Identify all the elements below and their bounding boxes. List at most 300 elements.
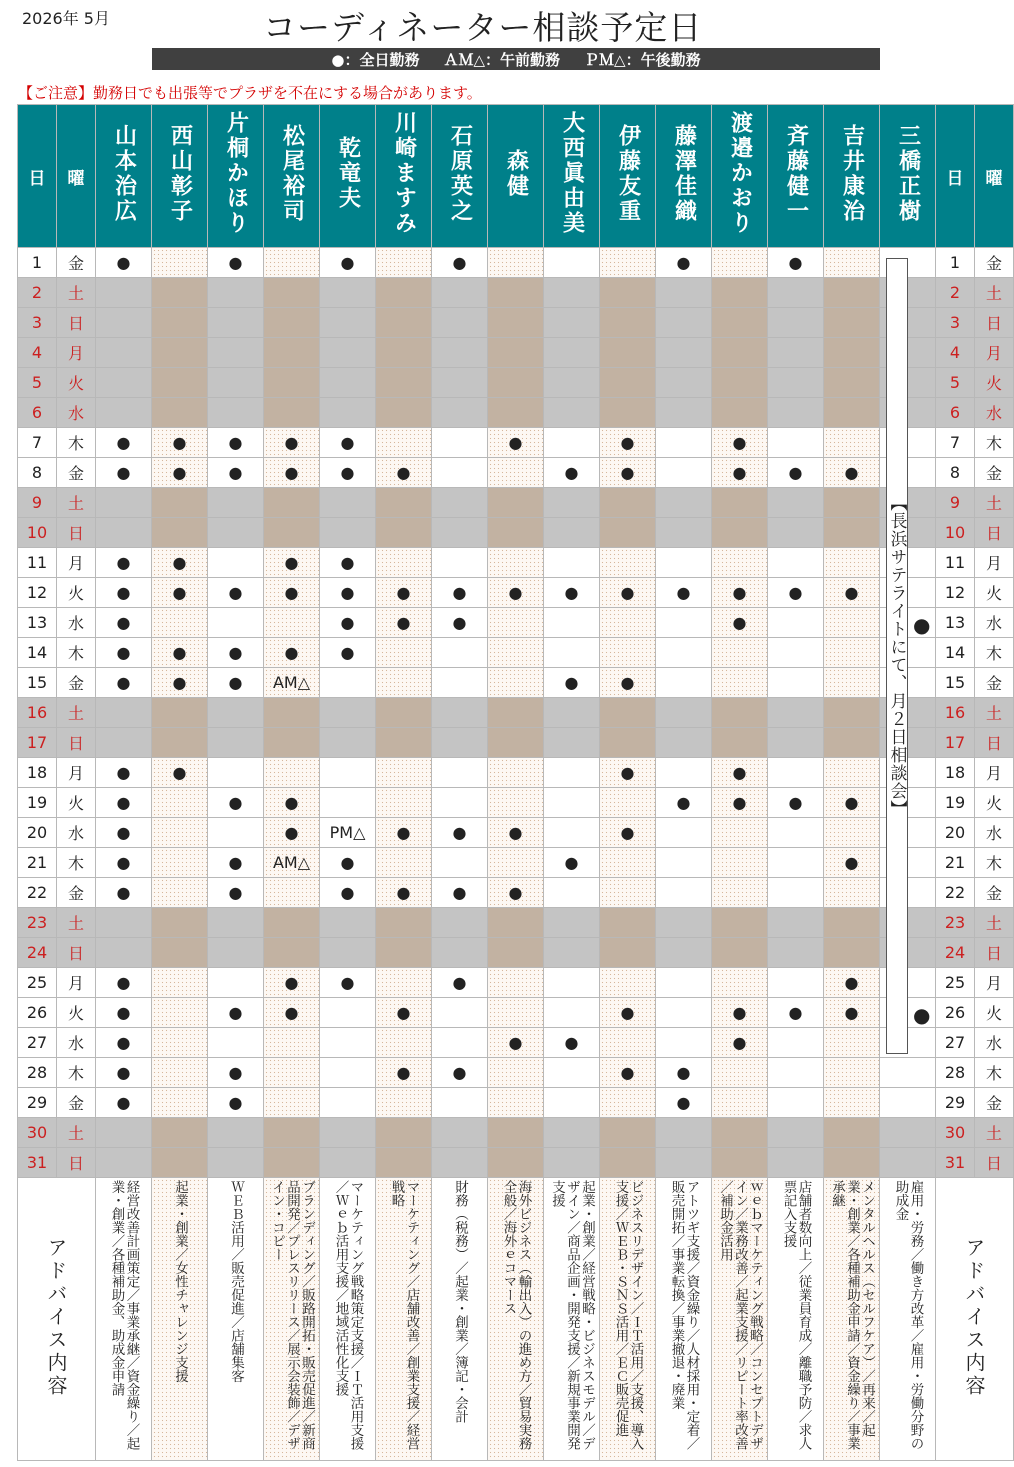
schedule-cell xyxy=(656,398,712,428)
schedule-cell xyxy=(656,368,712,398)
header-weekday xyxy=(57,105,96,248)
day-number-right: 8 xyxy=(936,458,975,488)
schedule-cell xyxy=(376,338,432,368)
schedule-cell xyxy=(432,788,488,818)
schedule-cell xyxy=(320,698,376,728)
schedule-cell xyxy=(488,668,544,698)
schedule-cell xyxy=(880,1148,936,1178)
weekday-cell: 水 xyxy=(57,818,96,848)
weekday-cell: 木 xyxy=(57,638,96,668)
day-number: 21 xyxy=(18,848,57,878)
schedule-cell xyxy=(768,278,824,308)
weekday-cell-right: 土 xyxy=(975,278,1014,308)
day-number: 17 xyxy=(18,728,57,758)
schedule-cell xyxy=(152,1148,208,1178)
schedule-cell xyxy=(712,938,768,968)
advice-cell xyxy=(488,1178,544,1461)
schedule-cell xyxy=(152,608,208,638)
day-number: 18 xyxy=(18,758,57,788)
table-row xyxy=(18,548,1014,578)
weekday-cell: 火 xyxy=(57,578,96,608)
schedule-cell: ● xyxy=(96,608,152,638)
schedule-cell xyxy=(600,338,656,368)
header-coordinator xyxy=(768,105,824,248)
schedule-cell xyxy=(880,1058,936,1088)
schedule-cell: ● xyxy=(768,998,824,1028)
schedule-cell xyxy=(320,998,376,1028)
schedule-cell xyxy=(208,518,264,548)
schedule-cell xyxy=(152,248,208,278)
schedule-cell xyxy=(880,1088,936,1118)
schedule-cell xyxy=(376,968,432,998)
advice-cell-text: 店舗者数向上／従業員育成／離職予防／求人票記入支援 xyxy=(780,1180,812,1450)
schedule-cell xyxy=(320,338,376,368)
schedule-cell xyxy=(320,908,376,938)
schedule-cell: ● xyxy=(656,248,712,278)
weekday-cell: 金 xyxy=(57,248,96,278)
weekday-cell-right: 日 xyxy=(975,938,1014,968)
advice-cell-text: マーケティング戦略策定支援／ＩＴ活用支援／Ｗｅｂ活用支援／地域活性化支援 xyxy=(332,1180,364,1450)
schedule-cell xyxy=(768,1088,824,1118)
advice-cell xyxy=(376,1178,432,1461)
schedule-cell xyxy=(824,938,880,968)
advice-cell xyxy=(152,1178,208,1461)
day-number-right: 25 xyxy=(936,968,975,998)
schedule-cell xyxy=(432,518,488,548)
table-row xyxy=(18,338,1014,368)
schedule-cell xyxy=(152,1088,208,1118)
schedule-cell xyxy=(600,968,656,998)
schedule-cell: ● xyxy=(320,878,376,908)
day-number-right: 2 xyxy=(936,278,975,308)
schedule-cell xyxy=(600,728,656,758)
schedule-cell xyxy=(264,1148,320,1178)
weekday-cell-right: 月 xyxy=(975,968,1014,998)
schedule-cell xyxy=(824,698,880,728)
schedule-cell xyxy=(712,848,768,878)
weekday-cell: 日 xyxy=(57,728,96,758)
legend-bar xyxy=(152,48,880,70)
schedule-cell xyxy=(432,458,488,488)
weekday-cell-right: 日 xyxy=(975,518,1014,548)
schedule-cell xyxy=(544,1118,600,1148)
schedule-cell xyxy=(656,668,712,698)
schedule-cell xyxy=(376,938,432,968)
schedule-cell: ● xyxy=(488,578,544,608)
header-coordinator-label: 伊藤友重 xyxy=(615,123,641,224)
schedule-cell xyxy=(376,248,432,278)
advice-cell-text: マーケティング／店舗改善／創業支援／経営戦略 xyxy=(388,1180,420,1450)
schedule-cell xyxy=(264,608,320,638)
schedule-cell xyxy=(488,548,544,578)
schedule-cell: ● xyxy=(432,1058,488,1088)
schedule-cell xyxy=(712,728,768,758)
schedule-cell: ● xyxy=(96,548,152,578)
schedule-cell xyxy=(432,1088,488,1118)
schedule-cell: ● xyxy=(208,578,264,608)
header-coordinator xyxy=(432,105,488,248)
advice-cell-text: 海外ビジネス（輸出入）の進め方／貿易実務全般／海外ｅコマース xyxy=(500,1180,532,1450)
weekday-cell: 火 xyxy=(57,368,96,398)
schedule-cell xyxy=(432,728,488,758)
schedule-cell xyxy=(824,488,880,518)
table-row xyxy=(18,248,1014,278)
day-number-right: 21 xyxy=(936,848,975,878)
header-coordinator-label: 斉藤健一 xyxy=(783,123,809,224)
advice-cell-text: ブランディング／販路開拓・販売促進／新商品開発／プレスリリース／展示会装飾／デザイン・コピー xyxy=(269,1180,315,1450)
schedule-cell xyxy=(264,488,320,518)
table-row xyxy=(18,848,1014,878)
schedule-cell xyxy=(376,278,432,308)
schedule-cell: ● xyxy=(488,1028,544,1058)
schedule-cell xyxy=(376,488,432,518)
page-title: コーディネーター相談予定日 xyxy=(263,8,703,47)
schedule-cell: ● xyxy=(320,548,376,578)
schedule-cell xyxy=(600,368,656,398)
day-number-right: 12 xyxy=(936,578,975,608)
schedule-cell xyxy=(656,848,712,878)
day-number: 13 xyxy=(18,608,57,638)
schedule-cell: ● xyxy=(208,638,264,668)
weekday-cell-right: 木 xyxy=(975,428,1014,458)
day-number: 9 xyxy=(18,488,57,518)
schedule-cell: ● xyxy=(768,788,824,818)
schedule-cell xyxy=(600,848,656,878)
weekday-cell-right: 水 xyxy=(975,398,1014,428)
schedule-cell: ● xyxy=(656,1088,712,1118)
weekday-cell: 木 xyxy=(57,428,96,458)
header-coordinator xyxy=(320,105,376,248)
schedule-cell xyxy=(208,1028,264,1058)
header-coordinator xyxy=(656,105,712,248)
schedule-cell xyxy=(320,488,376,518)
schedule-cell xyxy=(544,368,600,398)
schedule-cell xyxy=(600,278,656,308)
schedule-cell xyxy=(824,608,880,638)
schedule-cell: ● xyxy=(320,578,376,608)
legend-pm: ＰＭ△：午後勤務 xyxy=(584,50,701,69)
header-coordinator xyxy=(208,105,264,248)
schedule-cell: ● xyxy=(376,998,432,1028)
weekday-cell-right: 木 xyxy=(975,848,1014,878)
schedule-cell xyxy=(712,698,768,728)
schedule-cell xyxy=(712,638,768,668)
schedule-cell xyxy=(208,728,264,758)
advice-cell-text: メンタルヘルス（セルフケア）／再来／起業・創業／各種補助金申請／資金繰り／事業承継 xyxy=(829,1180,875,1450)
day-number: 12 xyxy=(18,578,57,608)
schedule-cell xyxy=(824,368,880,398)
schedule-cell: ● xyxy=(96,878,152,908)
schedule-cell: ● xyxy=(600,428,656,458)
schedule-cell xyxy=(208,398,264,428)
day-number: 10 xyxy=(18,518,57,548)
schedule-cell: ● xyxy=(96,1088,152,1118)
schedule-cell xyxy=(824,1148,880,1178)
day-number-right: 29 xyxy=(936,1088,975,1118)
schedule-cell xyxy=(152,998,208,1028)
header-coordinator-label: 片桐かほり xyxy=(223,111,249,236)
advice-cell-text: 財務（税務）／起業・創業／簿記・会計 xyxy=(452,1180,468,1423)
schedule-cell xyxy=(432,638,488,668)
schedule-cell xyxy=(152,1028,208,1058)
schedule-cell xyxy=(432,368,488,398)
header-coordinator-label: 山本治広 xyxy=(111,123,137,224)
schedule-cell xyxy=(656,938,712,968)
day-number-right: 15 xyxy=(936,668,975,698)
schedule-cell xyxy=(488,308,544,338)
schedule-cell xyxy=(488,728,544,758)
weekday-cell: 日 xyxy=(57,308,96,338)
schedule-cell xyxy=(544,518,600,548)
schedule-cell: ● xyxy=(656,1058,712,1088)
schedule-cell xyxy=(376,788,432,818)
schedule-cell xyxy=(824,548,880,578)
schedule-cell xyxy=(320,518,376,548)
schedule-cell xyxy=(320,308,376,338)
advice-row xyxy=(18,1178,1014,1461)
schedule-cell: ● xyxy=(152,428,208,458)
schedule-cell xyxy=(488,908,544,938)
schedule-cell xyxy=(544,1058,600,1088)
schedule-cell xyxy=(376,728,432,758)
weekday-cell-right: 月 xyxy=(975,548,1014,578)
schedule-cell xyxy=(376,1148,432,1178)
weekday-cell-right: 日 xyxy=(975,728,1014,758)
weekday-cell: 金 xyxy=(57,1088,96,1118)
schedule-cell xyxy=(656,338,712,368)
schedule-cell xyxy=(544,998,600,1028)
schedule-cell xyxy=(712,1148,768,1178)
schedule-cell xyxy=(544,428,600,458)
schedule-cell xyxy=(712,398,768,428)
schedule-cell xyxy=(376,308,432,338)
advice-cell xyxy=(880,1178,936,1461)
schedule-cell xyxy=(712,908,768,938)
schedule-cell xyxy=(320,1058,376,1088)
schedule-cell xyxy=(656,638,712,668)
schedule-cell: ● xyxy=(96,758,152,788)
day-number-right: 26 xyxy=(936,998,975,1028)
day-number-right: 27 xyxy=(936,1028,975,1058)
schedule-cell xyxy=(712,1058,768,1088)
schedule-cell xyxy=(432,548,488,578)
day-number: 4 xyxy=(18,338,57,368)
schedule-cell xyxy=(208,818,264,848)
schedule-cell xyxy=(152,368,208,398)
schedule-cell: ● xyxy=(600,998,656,1028)
schedule-cell: ● xyxy=(152,758,208,788)
schedule-cell: ● xyxy=(208,848,264,878)
schedule-cell: ● xyxy=(208,668,264,698)
schedule-cell: ● xyxy=(432,578,488,608)
schedule-cell xyxy=(376,548,432,578)
schedule-cell: ● xyxy=(96,428,152,458)
schedule-cell xyxy=(96,398,152,428)
day-number-right: 6 xyxy=(936,398,975,428)
schedule-cell xyxy=(712,368,768,398)
schedule-cell xyxy=(96,1118,152,1148)
schedule-cell xyxy=(544,818,600,848)
weekday-cell-right: 木 xyxy=(975,638,1014,668)
schedule-cell xyxy=(768,308,824,338)
weekday-cell: 月 xyxy=(57,548,96,578)
header-coordinator xyxy=(824,105,880,248)
schedule-cell xyxy=(488,518,544,548)
header-coordinator xyxy=(488,105,544,248)
schedule-cell xyxy=(544,638,600,668)
advice-cell-text: ｗｅｂマーケティング戦略／コンセプトデザイン／業務改善／起業支援／リピート率改善／補助金活用 xyxy=(717,1180,763,1450)
schedule-cell: ● xyxy=(824,998,880,1028)
advice-cell xyxy=(768,1178,824,1461)
table-row xyxy=(18,308,1014,338)
weekday-cell-right: 金 xyxy=(975,668,1014,698)
schedule-cell xyxy=(544,308,600,338)
header-coordinator xyxy=(712,105,768,248)
schedule-cell: ● xyxy=(432,968,488,998)
schedule-cell xyxy=(432,668,488,698)
schedule-cell: ● xyxy=(768,248,824,278)
schedule-cell: ● xyxy=(320,638,376,668)
schedule-cell xyxy=(768,878,824,908)
schedule-cell xyxy=(824,638,880,668)
weekday-cell-right: 金 xyxy=(975,878,1014,908)
advice-cell-text: 雇用・労務／働き方改革／雇用・労働分野の助成金 xyxy=(892,1180,924,1450)
schedule-cell: ● xyxy=(712,788,768,818)
weekday-cell: 金 xyxy=(57,878,96,908)
schedule-cell xyxy=(432,908,488,938)
schedule-cell xyxy=(488,1148,544,1178)
schedule-cell xyxy=(712,1088,768,1118)
day-number-right: 14 xyxy=(936,638,975,668)
day-number-right: 9 xyxy=(936,488,975,518)
schedule-cell xyxy=(320,1088,376,1118)
schedule-cell xyxy=(824,758,880,788)
advice-cell-text: 起業・創業／経営戦略・ビジネスモデル／デザイン／商品企画・開発支援／新規事業開発支援 xyxy=(549,1180,595,1450)
schedule-cell: ● xyxy=(376,818,432,848)
weekday-cell-right: 金 xyxy=(975,1088,1014,1118)
schedule-cell xyxy=(824,398,880,428)
schedule-cell xyxy=(264,518,320,548)
day-number-right: 20 xyxy=(936,818,975,848)
schedule-cell: ● xyxy=(376,878,432,908)
schedule-cell: ● xyxy=(432,608,488,638)
schedule-cell xyxy=(432,938,488,968)
schedule-cell xyxy=(600,248,656,278)
schedule-cell xyxy=(544,278,600,308)
schedule-cell xyxy=(656,1118,712,1148)
day-number-right: 22 xyxy=(936,878,975,908)
day-number: 1 xyxy=(18,248,57,278)
weekday-cell: 土 xyxy=(57,488,96,518)
day-number-right: 31 xyxy=(936,1148,975,1178)
schedule-cell xyxy=(264,878,320,908)
advice-label-right xyxy=(936,1178,1014,1461)
advice-cell xyxy=(208,1178,264,1461)
advice-cell xyxy=(712,1178,768,1461)
schedule-cell xyxy=(544,248,600,278)
schedule-cell xyxy=(768,368,824,398)
schedule-cell: ● xyxy=(432,878,488,908)
schedule-cell xyxy=(320,728,376,758)
schedule-cell xyxy=(96,368,152,398)
weekday-cell: 月 xyxy=(57,968,96,998)
schedule-cell xyxy=(320,1118,376,1148)
schedule-cell xyxy=(656,998,712,1028)
advice-label-right-text: アドバイス内容 xyxy=(962,1236,986,1398)
schedule-cell xyxy=(712,548,768,578)
schedule-cell xyxy=(600,788,656,818)
advice-cell xyxy=(96,1178,152,1461)
header-coordinator-label: 西山彰子 xyxy=(167,123,193,224)
weekday-cell-right: 土 xyxy=(975,1118,1014,1148)
weekday-cell: 木 xyxy=(57,1058,96,1088)
schedule-cell xyxy=(264,1118,320,1148)
table-row xyxy=(18,518,1014,548)
schedule-cell: ● xyxy=(712,458,768,488)
schedule-cell: ● xyxy=(152,668,208,698)
schedule-cell xyxy=(264,1028,320,1058)
schedule-cell xyxy=(376,428,432,458)
schedule-cell xyxy=(488,1088,544,1118)
schedule-cell xyxy=(768,938,824,968)
schedule-cell xyxy=(208,488,264,518)
schedule-cell xyxy=(824,338,880,368)
schedule-cell xyxy=(152,278,208,308)
header-coordinator-label: 森健 xyxy=(503,148,529,199)
schedule-cell xyxy=(488,938,544,968)
header-coordinator-label: 三橋正樹 xyxy=(895,123,921,224)
header-coordinator xyxy=(600,105,656,248)
schedule-cell: ● xyxy=(208,998,264,1028)
schedule-cell: ● xyxy=(320,248,376,278)
schedule-cell xyxy=(264,908,320,938)
schedule-cell xyxy=(208,548,264,578)
schedule-cell xyxy=(152,1058,208,1088)
day-number: 27 xyxy=(18,1028,57,1058)
day-number-right: 7 xyxy=(936,428,975,458)
schedule-cell: ● xyxy=(152,458,208,488)
schedule-cell xyxy=(208,1118,264,1148)
schedule-cell xyxy=(544,548,600,578)
schedule-cell: ● xyxy=(376,458,432,488)
schedule-cell xyxy=(488,848,544,878)
schedule-cell xyxy=(208,1148,264,1178)
schedule-cell xyxy=(376,1088,432,1118)
weekday-cell: 水 xyxy=(57,608,96,638)
header-coordinator xyxy=(152,105,208,248)
schedule-cell: ● xyxy=(264,818,320,848)
header-coordinator-label: 乾竜夫 xyxy=(335,136,361,211)
schedule-cell: ● xyxy=(208,788,264,818)
weekday-cell: 火 xyxy=(57,998,96,1028)
schedule-cell xyxy=(712,668,768,698)
schedule-cell: ● xyxy=(208,1058,264,1088)
schedule-cell xyxy=(768,1148,824,1178)
schedule-cell: ● xyxy=(320,428,376,458)
schedule-cell: ● xyxy=(264,638,320,668)
schedule-cell: ● xyxy=(712,428,768,458)
schedule-cell xyxy=(152,938,208,968)
schedule-cell xyxy=(264,1058,320,1088)
header-coordinator xyxy=(376,105,432,248)
schedule-cell xyxy=(656,608,712,638)
schedule-cell xyxy=(264,938,320,968)
schedule-cell xyxy=(152,848,208,878)
table-row xyxy=(18,878,1014,908)
schedule-cell: ● xyxy=(96,818,152,848)
schedule-cell: ● xyxy=(96,1058,152,1088)
schedule-cell: ● xyxy=(320,608,376,638)
